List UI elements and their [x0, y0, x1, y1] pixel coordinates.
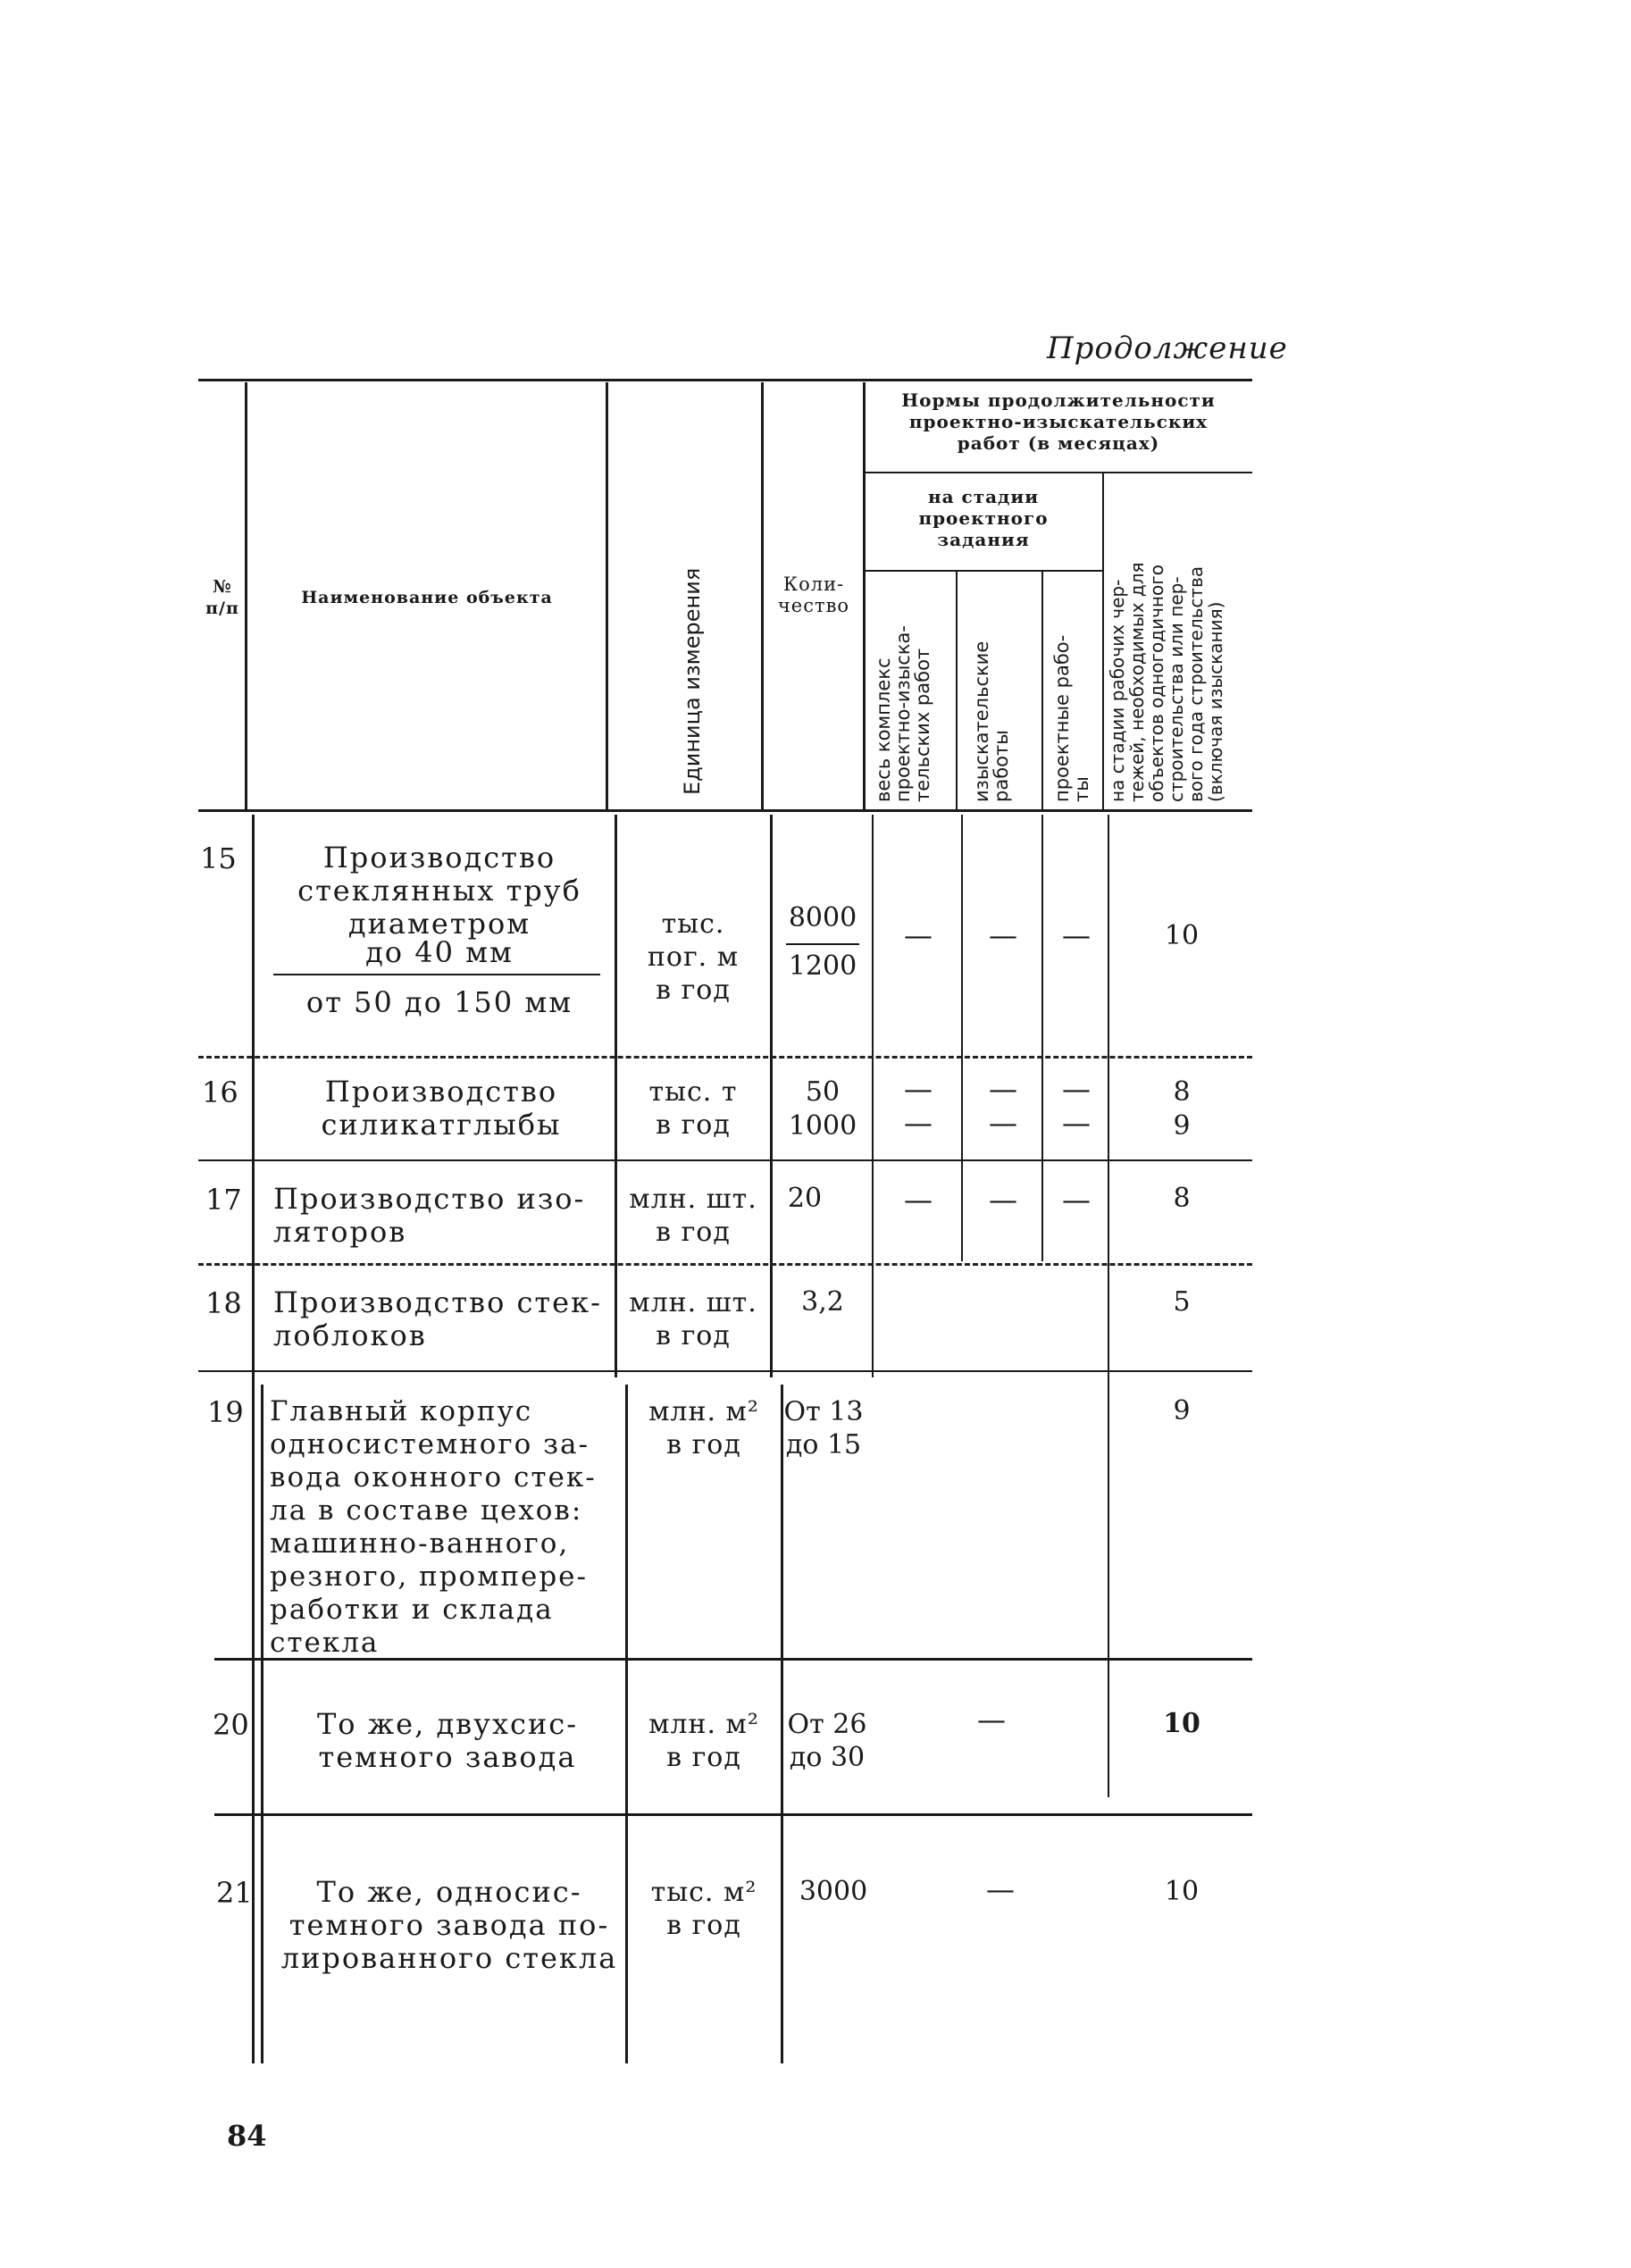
- row-qty-a: 8000: [788, 902, 857, 933]
- row-working: 10: [1163, 1708, 1200, 1739]
- row-unit: тыс. м² в год: [650, 1877, 757, 1941]
- row-number: 21: [216, 1876, 253, 1910]
- row-qty: 3000: [799, 1876, 868, 1907]
- row-survey: —: [989, 918, 1017, 952]
- row-working: 8 9: [1173, 1076, 1191, 1142]
- header-col-design: проектные рабо- ты: [1051, 634, 1092, 802]
- page-number: 84: [227, 2119, 267, 2153]
- row-separator: [198, 1263, 1252, 1266]
- row-qty: 20: [787, 1183, 823, 1214]
- header-col-name: Наименование объекта: [301, 588, 553, 607]
- row-name: Производство изо- ляторов: [273, 1182, 586, 1249]
- row-separator: [214, 1813, 1252, 1816]
- header-col-survey: изыскательские работы: [971, 640, 1012, 802]
- row-name: То же, односис- темного завода по- лированного стекла: [280, 1875, 618, 1975]
- header-col-qty: Коли- чество: [777, 573, 850, 616]
- row-separator: [198, 1370, 1252, 1372]
- row-design: —: [1062, 1183, 1091, 1217]
- row-survey: —: [989, 1183, 1017, 1217]
- row-survey: — —: [989, 1072, 1017, 1140]
- row-full: —: [904, 918, 933, 952]
- row-working: 9: [1173, 1395, 1191, 1427]
- row-separator: [198, 1159, 1252, 1161]
- row-name-sub-a: до 40 мм: [365, 935, 514, 969]
- row-number: 20: [213, 1708, 249, 1742]
- row-qty: 3,2: [801, 1286, 844, 1318]
- row-number: 19: [207, 1395, 244, 1429]
- row-full: — —: [904, 1072, 933, 1140]
- row-design: — —: [1062, 1072, 1091, 1140]
- row-qty-b: 1200: [788, 950, 857, 982]
- row-name: Главный корпус односистемного за- вода оконного стек- ла в составе цехов: машинно-ванного, резного, промпере- работки и склада стекла: [270, 1395, 597, 1659]
- row-unit: тыс. пог. м в год: [647, 908, 740, 1006]
- row-working: 8: [1173, 1183, 1191, 1214]
- row-separator: [198, 1056, 1252, 1059]
- row-qty: От 26 до 30: [787, 1709, 867, 1773]
- row-unit: тыс. т в год: [648, 1076, 738, 1141]
- row-number: 16: [202, 1075, 238, 1109]
- row-name: То же, двухсис- темного завода: [316, 1707, 579, 1774]
- row-working: 10: [1164, 920, 1200, 951]
- row-number: 15: [200, 841, 237, 875]
- row-name-sub-b: от 50 до 150 мм: [305, 985, 573, 1019]
- continuation-label: Продолжение: [1047, 331, 1288, 366]
- row-working: 5: [1173, 1286, 1191, 1318]
- header-col-num: № п/п: [205, 577, 239, 618]
- header-col-working: на стадии рабочих чер- тежей, необходимых для объектов одногодичного строительства или пер- вого года строительства (включая изыскания): [1107, 562, 1226, 802]
- header-col-stage-project: на стадии проектного задания: [918, 486, 1049, 550]
- row-name: Производство стек- лоблоков: [273, 1285, 602, 1352]
- row-number: 18: [205, 1286, 242, 1320]
- row-qty: От 13 до 15: [783, 1396, 864, 1460]
- row-number: 17: [205, 1183, 242, 1217]
- row-unit: млн. шт. в год: [629, 1287, 757, 1352]
- row-stage-dash: —: [977, 1703, 1006, 1737]
- header-col-unit: Единица измерения: [680, 567, 705, 795]
- row-unit: млн. м² в год: [648, 1709, 759, 1773]
- row-qty: 50 1000: [788, 1076, 857, 1142]
- row-name: Производство стеклянных труб диаметром: [297, 841, 581, 941]
- row-stage-dash: —: [986, 1872, 1015, 1906]
- row-name: Производство силикатглыбы: [321, 1075, 562, 1142]
- row-unit: млн. м² в год: [648, 1396, 759, 1460]
- header-col-full: весь комплекс проектно-изыска- тельских работ: [873, 625, 933, 802]
- row-working: 10: [1164, 1876, 1200, 1907]
- row-unit: млн. шт. в год: [629, 1184, 757, 1248]
- row-full: —: [904, 1183, 933, 1217]
- row-design: —: [1062, 918, 1091, 952]
- header-col-norms: Нормы продолжительности проектно-изыскательских работ (в месяцах): [901, 389, 1216, 454]
